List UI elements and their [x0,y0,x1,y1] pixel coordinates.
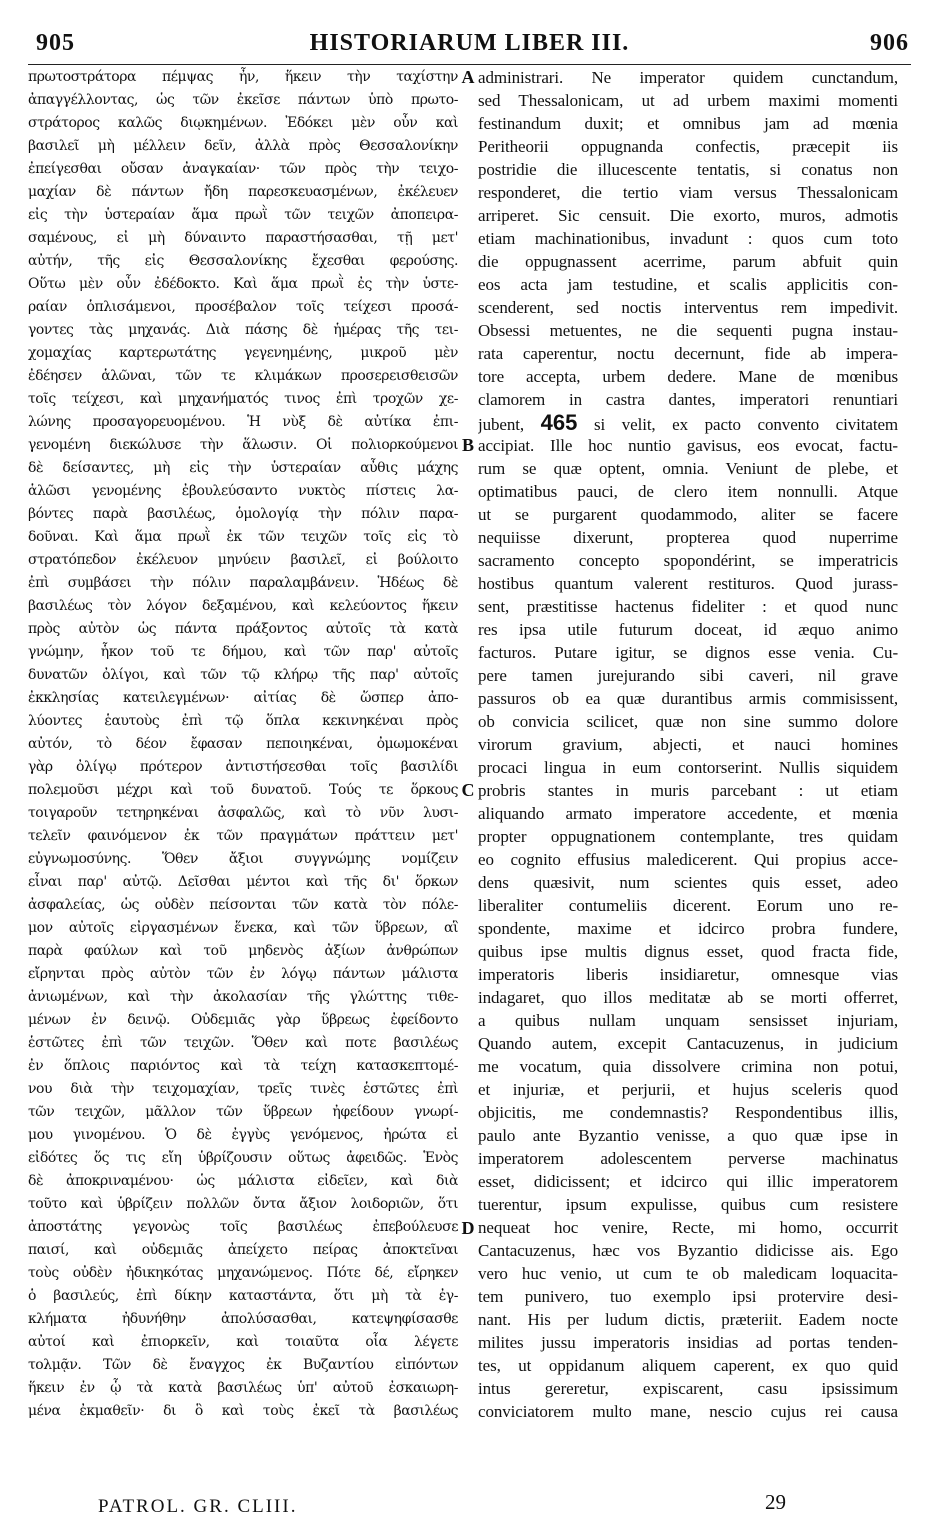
latin-text-line: tem punivero, tuo exemplo ipsi protervire desi- [478,1287,898,1306]
latin-text-line: die oppugnassent acerrime, parum abfuit quin [478,252,898,271]
greek-text-line: ἑστῶτες ἐπὶ τῶν τειχῶν. Ὅθεν καὶ ποτε βασιλέως [28,1035,458,1051]
latin-text-line: sed Thessalonicam, ut ad urbem maximi momenti [478,91,898,110]
latin-text-line: tuerentur, ipsum expulisse, quibus cum resistere [478,1195,898,1214]
footer-signature: 29 [765,1490,786,1514]
latin-text-line: vero huc venio, ut cum te ob maledicam loquacita- [478,1264,898,1283]
latin-text-line: imperatoris liberis insidiaretur, omnesque vias [478,965,898,984]
greek-text-line: πρωτοστράτορα πέμψας ἦν, ἥκειν τὴν ταχίστην [28,69,458,85]
latin-text-line: imperatorem adolescentem perverse machinatus [478,1149,898,1168]
latin-text-line: procaci lingua in eum contorserint. Nullis siquidem [478,758,898,777]
latin-text: jubent, [478,415,525,434]
latin-text-line: hostibus quantum valerent restituros. Quod jurass- [478,574,898,593]
latin-line-with-pagemark [478,411,898,434]
latin-text-line: administrari. Ne imperator quidem cunctandum, [478,68,898,87]
greek-text-line: δυνατῶν ὀλίγοι, καὶ τῶν τῷ κλήρῳ τῆς παρ' αὐτοῖς [28,667,458,683]
greek-text-line: ἐδέησεν ἁλῶναι, τῶν τε κλιμάκων προσερεισθεισῶν [28,368,458,384]
greek-text-line: χομαχίας καρτερωτάτης γεγενημένης, μικροῦ μὲν [28,345,458,361]
latin-text: si velit, ex pacto convento civitatem [593,415,898,434]
latin-text-line: postridie die illucescente tentatis, si conatus non [478,160,898,179]
latin-text-line: festinandum duxit; et omnibus jam ad mœnia [478,114,898,133]
greek-text-line: εὐγνωμοσύνης. Ὅθεν ἄξιοι συγγνώμης νομίζειν [28,851,458,867]
latin-text-line: paulo ante Byzantio venisse, a quo quæ ipse in [478,1126,898,1145]
latin-text-line: a quibus nullam unquam sensisset injuriam, [478,1011,898,1030]
latin-text-line: intus gereretur, expiscarent, casu ipsissimum [478,1379,898,1398]
latin-text-line: virorum gravium, abjecti, et nauci homines [478,735,898,754]
latin-text-line: pere tamen jurejurando sibi caveri, nil grave [478,666,898,685]
greek-text-line: τολμᾷν. Τῶν δὲ ἔναγχος ἐκ Βυζαντίου εἰπόντων [28,1357,458,1373]
greek-text-line: ἐπὶ συμβάσει τὴν πόλιν παραλαμβάνειν. Ἡδέως δὲ [28,575,458,591]
greek-text-line: ἀσφαλείας, ὡς οὐδὲν πείσονται τῶν κατὰ τὸν πόλε- [28,897,458,913]
greek-text-line: αὐτήν, τῆς εἰς Θεσσαλονίκης ἔχεσθαι φερούσης. [28,253,458,269]
latin-text-line: arriperet. Sic censuit. Die exorto, muros, admotis [478,206,898,225]
latin-text-line: Peritheorii oppugnanda confectis, præcepit iis [478,137,898,156]
latin-text-line: Obsessi metuentes, ne die sequenti pugna instau- [478,321,898,340]
greek-text-line: νου διὰ τὴν τειχομαχίαν, τρεῖς τινὲς ἑστῶτες ἐπὶ [28,1081,458,1097]
latin-text-line: Cantacuzenus, hæc vos Byzantio didicisse ais. Ego [478,1241,898,1260]
page-number-right: 906 [870,30,909,56]
greek-text-line: αὐτοί καὶ ἐπιορκεῖν, καὶ τοιαῦτα οἷα λέγετε [28,1334,458,1350]
greek-text-line: λύοντες ἑαυτοὺς ἐπὶ τῷ ὅπλα κεκινηκέναι πρὸς [28,713,458,729]
greek-text-line: εἴρηνται πρὸς αὐτὸν τῶν ἐν λόγῳ πάντων μάλιστα [28,966,458,982]
greek-text-line: τῶν τειχῶν, μᾶλλον τῶν ὕβρεων ἠφείδουν γνωρί- [28,1104,458,1120]
latin-text-line: me vocatum, quia dissolvere crimina non potui, [478,1057,898,1076]
greek-text-line: εἰς τὴν ὑστεραίαν ἅμα πρωῒ τῶν τειχῶν ἀποπειρα- [28,207,458,223]
latin-text-line: quibus ipse multis dignus esset, quod fracta fide, [478,942,898,961]
greek-text-line: δὲ δείσαντες, μὴ εἰς τὴν ὑστεραίαν αὖθις μάχης [28,460,458,476]
latin-text-line: dens quæsivit, num scientes quis esset, adeo [478,873,898,892]
latin-text-line: nant. His per ludum dictis, præteriit. Eadem nocte [478,1310,898,1329]
latin-text-line: et injuriæ, et perjurii, et hujus sceleris quod [478,1080,898,1099]
greek-text-line: γὰρ ὀλίγῳ πρότερον ἀντιστήσεσθαι τοῖς βασιλίδι [28,759,458,775]
latin-text-line: eos acta jam testudine, et scalis applicitis con- [478,275,898,294]
section-marker-a: A [461,67,475,87]
greek-text-line: πολεμοῦσι μέχρι καὶ τοῦ δυνατοῦ. Τούς τε ὅρκους [28,782,458,798]
page-number-left: 905 [36,30,75,56]
latin-text-line: esset, didicissent; et idcirco qui illic imperatorem [478,1172,898,1191]
greek-text-line: μένα ἐκμαθεῖν· δι ὃ καὶ τοὺς ἐκεῖ τὰ βασιλέως [28,1403,458,1419]
greek-text-line: βόντες παρὰ βασιλέως, ὁμολογίᾳ τὴν πόλιν παρα- [28,506,458,522]
greek-text-line: ραίαν ὁπλισάμενοι, προσέβαλον τοῖς τείχεσι προσά- [28,299,458,315]
latin-text-line: optimatibus pauci, de clero item nonnulli. Atque [478,482,898,501]
greek-text-line: ὁ βασιλεύς, ἐπὶ δίκην καταστάντα, ὅτι μὴ τὰ ἐγ- [28,1288,458,1304]
latin-text-line: ob convicia scilicet, quæ non sine summo dolore [478,712,898,731]
greek-text-line: ἥκειν ἐν ᾧ τὰ κατὰ βασιλέως ὑπ' αὐτοῦ ἐσκαιωρη- [28,1380,458,1396]
greek-text-line: κλήματα ἠδυνήθην ἀπολύσασθαι, κατεψηφίσασθε [28,1311,458,1327]
greek-text-line: γνώμην, ἧκον τοῦ τε δήμου, καὶ τῶν παρ' αὐτοῖς [28,644,458,660]
latin-text-line: scenderent, sed noctis interventus rem impedivit. [478,298,898,317]
greek-text-line: στράτορος καλῶς διῳκημένων. Ἐδόκει μὲν οὖν καὶ [28,115,458,131]
latin-text-line: responderet, die tertio viam versus Thessalonicam [478,183,898,202]
latin-text-line: tes, ut oppidanum aliquem caperent, ex quo quid [478,1356,898,1375]
greek-text-line: βασιλέως τὸν λόγον δεξαμένου, καὶ κελεύοντος ἥκειν [28,598,458,614]
greek-text-line: ἐν ὅπλοις παριόντος καὶ τὰ τείχη κατασκεπτομέ- [28,1058,458,1074]
latin-text-line: passuros ob ea quæ durantibus armis commisissent, [478,689,898,708]
latin-text-line: rum se quæ optent, omnia. Veniunt de plebe, et [478,459,898,478]
latin-text-line: res ipsa utile futurum doceat, id æquo animo [478,620,898,639]
greek-text-line: αὐτόν, τὸ δέον ἔφασαν πεποιηκέναι, ὀμωμοκέναι [28,736,458,752]
latin-text-line: sent, præstitisse hactenus fideliter : et quod nunc [478,597,898,616]
greek-text-line: τοιγαροῦν τετηρηκέναι ἀσφαλῶς, καὶ τὸ νῦν λυσι- [28,805,458,821]
latin-text-line: spondente, maxime et idcirco probra fundere, [478,919,898,938]
greek-text-line: μον αὐτοῖς εἰργασμένων ἕνεκα, καὶ τῶν ὕβρεων, αἳ [28,920,458,936]
latin-text-line: indagaret, quo illos meditatæ ab se morti offerret, [478,988,898,1007]
greek-text-line: βασιλεῖ μὴ μέλλειν δεῖν, ἀλλὰ πρὸς Θεσσαλονίκην [28,138,458,154]
greek-text-line: ἁλῶσι γενομένης ἐβουλεύσαντο νυκτὸς πίστεις λα- [28,483,458,499]
greek-text-line: μένων ἐν δεινῷ. Οὐδεμιᾶς γὰρ ὕβρεως ἐφείδοντο [28,1012,458,1028]
latin-text-line: clamorem in castra dantes, imperatori renuntiari [478,390,898,409]
latin-text-line: aliquando armato imperatore accedente, et mœnia [478,804,898,823]
greek-text-line: ἀποστάτης γεγονὼς τοῖς βασιλέως ἐπεβούλευσε [28,1219,458,1235]
latin-text-line: eo cognito effusius maledicerent. Qui propius acce- [478,850,898,869]
latin-text-line: rata caperentur, noctu decernunt, fide ab impera- [478,344,898,363]
latin-text-line: probris stantes in muris parcebant : ut etiam [478,781,898,800]
greek-text-line: παρὰ φαύλων καὶ τοῦ μηδενὸς ἀξίων ἀνθρώπων [28,943,458,959]
latin-column [478,66,898,1423]
latin-text-line: accipiat. Ille hoc nuntio gavisus, eos evocat, factu- [478,436,898,455]
latin-text-line: nequeat hoc venire, Recte, mi homo, occurrit [478,1218,898,1237]
greek-text-line: στρατόπεδον ἐκέλευον μηνύειν βασιλεῖ, εἰ βούλοιτο [28,552,458,568]
greek-text-line: τοῦτο καὶ ὑβρίζειν πολλῶν ὄντα ἄξιον λοιδοριῶν, ὅτι [28,1196,458,1212]
latin-text-line: sacramento concepto spopondérint, se imperatricis [478,551,898,570]
greek-text-line: τοὺς οὐδὲν ἠδικηκότας μηχανώμενος. Πότε δέ, εἴρηκεν [28,1265,458,1281]
column-page-mark: 465 [540,411,578,434]
greek-text-line: πρὸς αὐτὸν ὡς πάντα πράξοντος αὐτοῖς τὰ κατὰ [28,621,458,637]
latin-text-line: propter oppugnationem contemplante, tres quidam [478,827,898,846]
greek-text-line: τοῖς τείχεσι, καὶ μηχανήματός τινος ἐπὶ τροχῶν χε- [28,391,458,407]
greek-text-line: εἶναι παρ' αὐτῷ. Δεῖσθαι μέντοι καὶ τῆς δι' ὅρκων [28,874,458,890]
greek-text-line: ἐκκλησίας κατειλεγμένων· αἰτίας δὲ ὥσπερ ἀπο- [28,690,458,706]
greek-text-line: λώνης προσαγορευομένου. Ἡ νὺξ δὲ αὐτίκα ἐπι- [28,414,458,430]
greek-text-line: εἰδότες ὅς τις εἴη ὑβρίζουσιν οὕτως ἀφειδῶς. Ἑνὸς [28,1150,458,1166]
latin-text-line: milites jussu imperatoris insidias ad portas tenden- [478,1333,898,1352]
greek-text-line: ἀνιωμένων, καὶ τὴν ἀκολασίαν τῆς γλώττης τιθε- [28,989,458,1005]
greek-text-line: δὲ ἀποκριναμένου· ὡς μάλιστα εἰδεῖεν, καὶ διὰ [28,1173,458,1189]
greek-text-line: δοῦναι. Καὶ ἅμα πρωῒ ἐκ τῶν τειχῶν τοῖς εἰς τὸ [28,529,458,545]
greek-text-line: γενομένη διεκώλυσε τὴν ἅλωσιν. Οἱ πολιορκούμενοι [28,437,458,453]
latin-text-line: conviciatorem multo mane, nescio cujus rei causa [478,1402,898,1421]
latin-text-line: ut se purgarent quodammodo, aliter se facere [478,505,898,524]
greek-column [28,66,458,1423]
latin-text-line: objicitis, me condemnastis? Respondentibus illis, [478,1103,898,1122]
section-marker-d: D [461,1218,475,1238]
greek-text-line: σαμένους, εἰ μὴ δύναιντο παραστήσασθαι, τῇ μετ' [28,230,458,246]
greek-text-line: παισί, καὶ οὐδεμιᾶς ἀπείχετο πείρας ἀποκτεῖναι [28,1242,458,1258]
greek-text-line: μαχίαν δὲ πάντων ἤδη παρεσκευασμένων, ἐκέλευεν [28,184,458,200]
greek-text-line: Οὕτω μὲν οὖν ἐδέδοκτο. Καὶ ἅμα πρωῒ ἐς τὴν ὑστε- [28,276,458,292]
greek-text-line: ἀπαγγέλλοντας, ὡς τῶν ἐκεῖσε πάντων ὑπὸ πρωτο- [28,92,458,108]
footer-series: PATROL. GR. CLIII. [98,1496,298,1517]
greek-text-line: ἐπείγεσθαι οὔσαν ἀναγκαίαν· τῶν πρὸς τὴν τειχο- [28,161,458,177]
latin-text-line: etiam machinationibus, invadunt : quos cum toto [478,229,898,248]
greek-text-line: τελεῖν φαινόμενον ἐκ τῶν πραγμάτων πράττειν μετ' [28,828,458,844]
latin-text-line: Quando autem, excepit Cantacuzenus, in judicium [478,1034,898,1053]
section-marker-c: C [461,780,475,800]
latin-text-line: tore accepta, urbem dedere. Mane de mœnibus [478,367,898,386]
latin-text-line: nequiisse dixerunt, propterea quod nuperrime [478,528,898,547]
section-marker-b: B [461,435,474,455]
running-title: HISTORIARUM LIBER III. [309,30,630,56]
latin-text-line: facturos. Putare igitur, se dignos esse venia. Cu- [478,643,898,662]
latin-text-line: liberaliter contumeliis dicerent. Eorum uno re- [478,896,898,915]
greek-text-line: μου γινομένου. Ὁ δὲ ἐγγὺς γενόμενος, ἠρώτα εἰ [28,1127,458,1143]
page-header [28,30,911,65]
greek-text-line: γοντες τὰς μηχανάς. Διὰ πάσης δὲ ἡμέρας τῆς τει- [28,322,458,338]
